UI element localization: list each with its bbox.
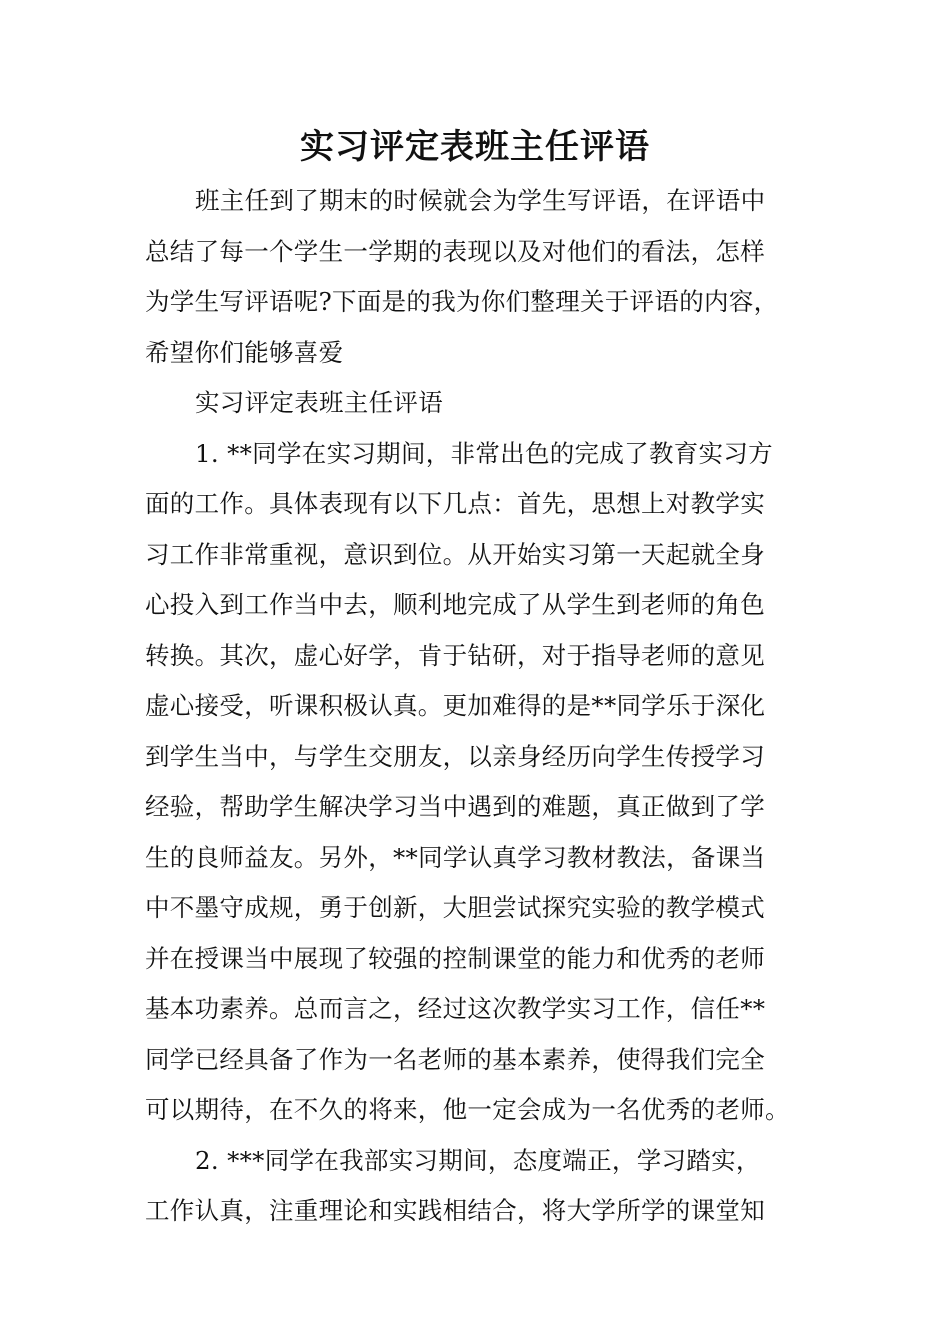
text-line: 同学已经具备了作为一名老师的基本素养，使得我们完全	[145, 1044, 765, 1074]
text-line: 总结了每一个学生一学期的表现以及对他们的看法，怎样	[145, 236, 765, 266]
text-line: 虚心接受，听课积极认真。更加难得的是**同学乐于深化	[145, 691, 766, 720]
text-line: 工作认真，注重理论和实践相结合，将大学所学的课堂知	[145, 1196, 765, 1225]
text-line: 1. **同学在实习期间，非常出色的完成了教育实习方	[195, 438, 773, 468]
text-line: 习工作非常重视，意识到位。从开始实习第一天起就全身	[145, 539, 765, 569]
text-line: 到学生当中，与学生交朋友，以亲身经历向学生传授学习	[145, 741, 765, 771]
section-heading: 实习评定表班主任评语	[195, 388, 443, 417]
text-line: 基本功素养。总而言之，经过这次教学实习工作，信任**	[145, 994, 766, 1023]
text-line: 面的工作。具体表现有以下几点：首先，思想上对教学实	[145, 489, 765, 518]
text-line: 心投入到工作当中去，顺利地完成了从学生到老师的角色	[145, 590, 765, 619]
text-line: 生的良师益友。另外，**同学认真学习教材教法，备课当	[145, 842, 766, 872]
text-line: 并在授课当中展现了较强的控制课堂的能力和优秀的老师	[145, 943, 765, 973]
document-title: 实习评定表班主任评语	[300, 127, 650, 167]
text-line: 2. ***同学在我部实习期间，态度端正，学习踏实，	[195, 1145, 761, 1175]
text-line: 中不墨守成规，勇于创新，大胆尝试探究实验的教学模式	[145, 893, 765, 922]
text-line: 可以期待，在不久的将来，他一定会成为一名优秀的老师。	[145, 1095, 790, 1124]
text-line: 为学生写评语呢?下面是的我为你们整理关于评语的内容，	[145, 287, 779, 316]
text-line: 班主任到了期末的时候就会为学生写评语，在评语中	[195, 186, 766, 215]
text-line: 希望你们能够喜爱	[145, 337, 344, 367]
text-line: 转换。其次，虚心好学，肯于钻研，对于指导老师的意见	[145, 640, 765, 670]
document-body	[145, 176, 807, 1237]
text-line: 经验，帮助学生解决学习当中遇到的难题，真正做到了学	[145, 792, 765, 821]
